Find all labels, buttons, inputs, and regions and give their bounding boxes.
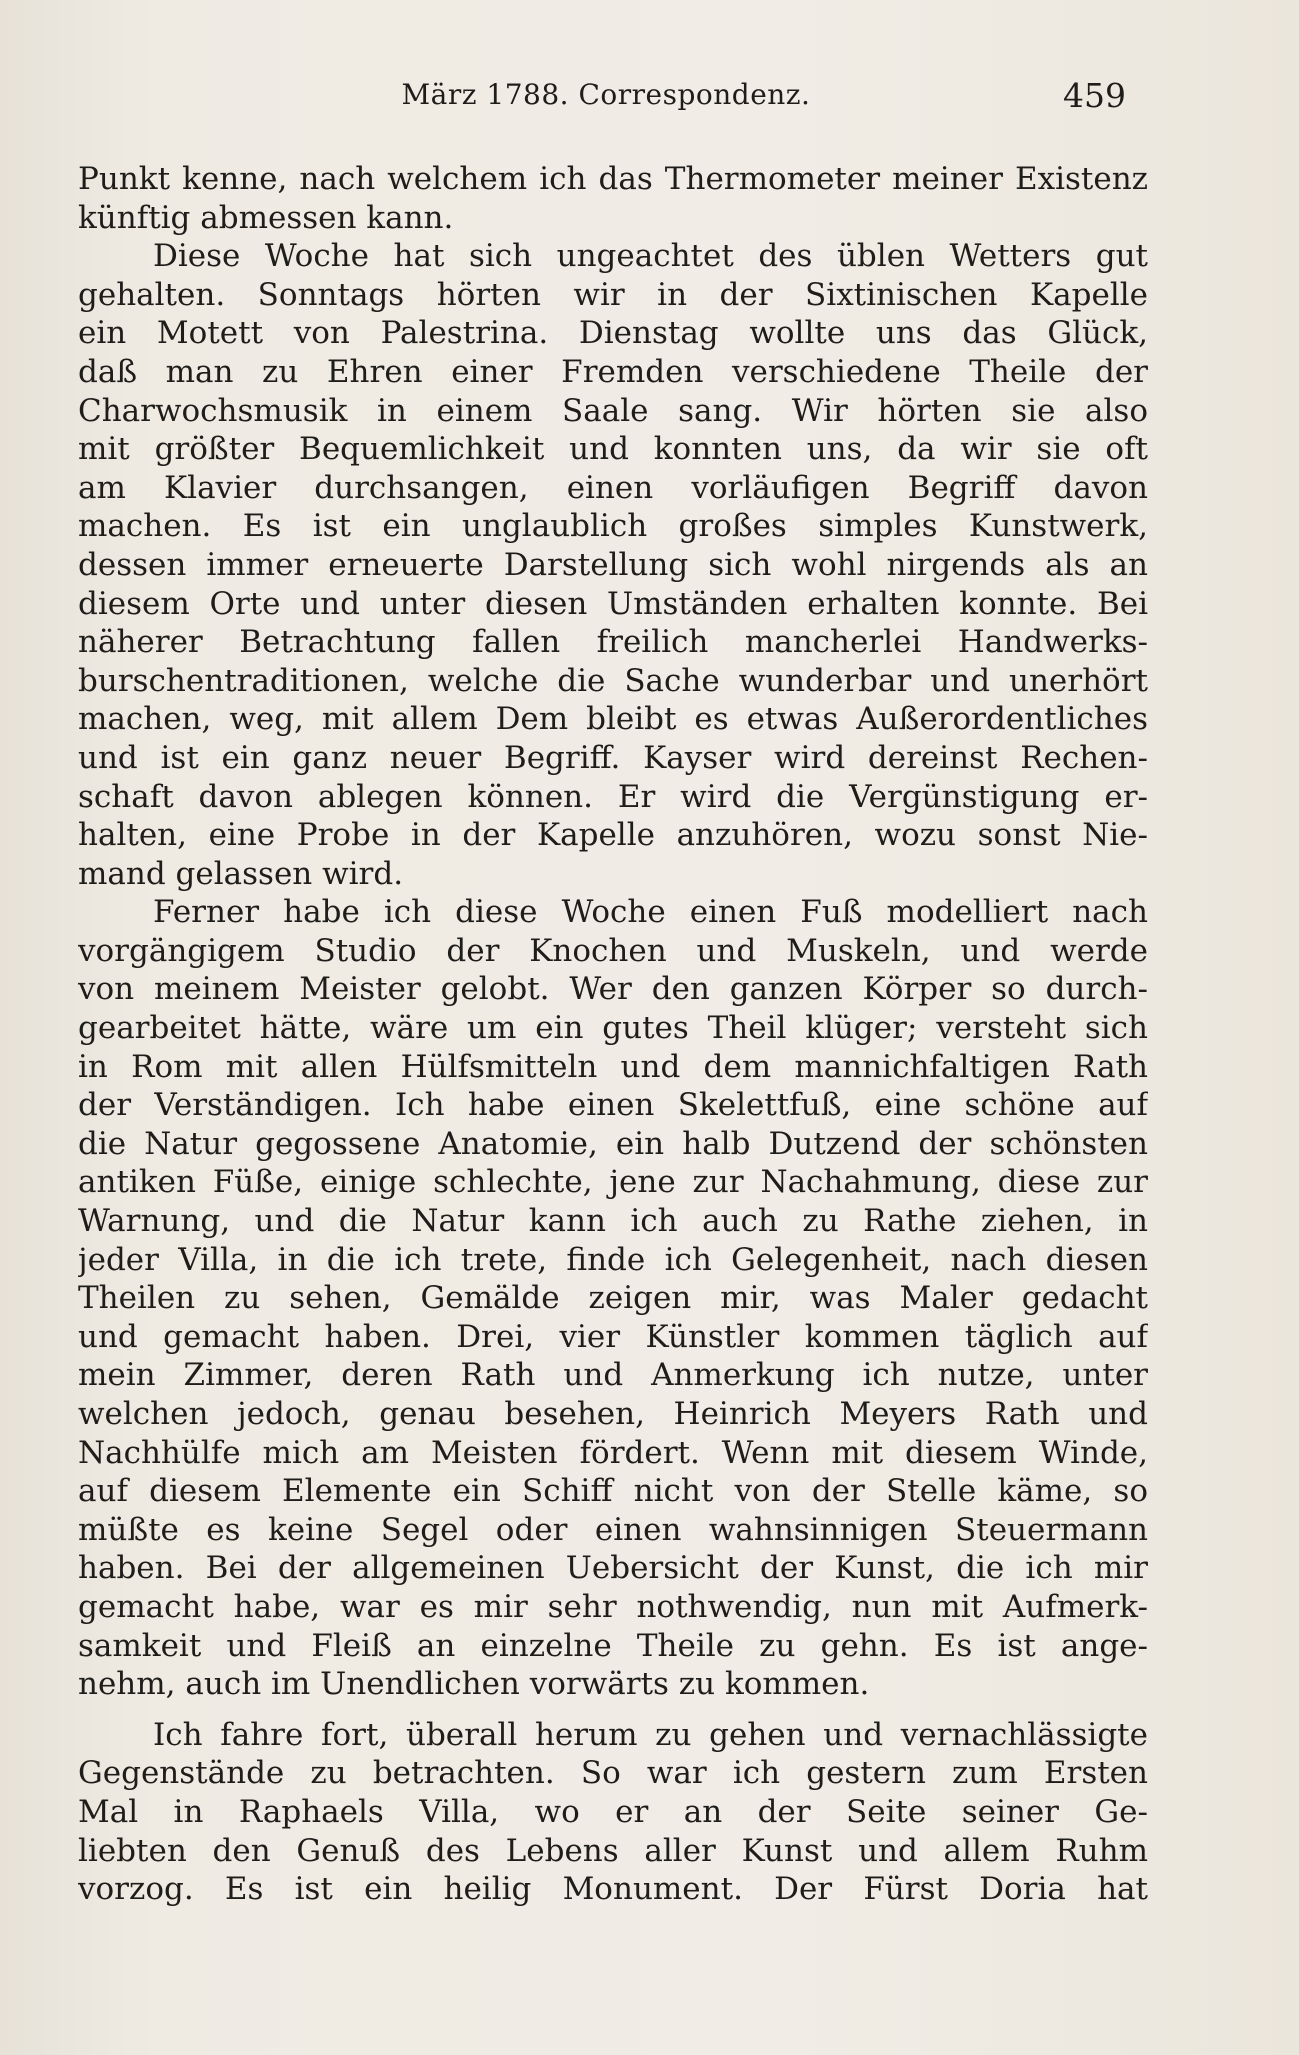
body-text <box>78 160 1148 1909</box>
text-line: am Klavier durchsangen, einen vorläufigen Begriff davon <box>78 469 1148 506</box>
text-line: vorzog. Es ist ein heilig Monument. Der Fürst Doria hat <box>78 1871 1148 1908</box>
text-line: gemacht habe, war es mir sehr nothwendig, nun mit Aufmerk- <box>78 1588 1148 1625</box>
text-line: jeder Villa, in die ich trete, finde ich Gelegenheit, nach diesen <box>78 1241 1148 1278</box>
text-line: Theilen zu sehen, Gemälde zeigen mir, was Maler gedacht <box>78 1280 1148 1317</box>
text-line: und gemacht haben. Drei, vier Künstler kommen täglich auf <box>78 1318 1148 1355</box>
text-line: der Verständigen. Ich habe einen Skelettfuß, eine schöne auf <box>78 1087 1148 1124</box>
paragraph-gap <box>78 1704 1148 1716</box>
text-line: liebten den Genuß des Lebens aller Kunst und allem Ruhm <box>78 1832 1148 1869</box>
text-line: daß man zu Ehren einer Fremden verschiedene Theile der <box>78 353 1148 390</box>
page-header <box>86 78 1126 122</box>
text-line: mand gelassen wird. <box>78 855 404 892</box>
text-line: halten, eine Probe in der Kapelle anzuhören, wozu sonst Nie- <box>78 817 1148 854</box>
page-number: 459 <box>1063 76 1126 115</box>
text-line: Punkt kenne, nach welchem ich das Thermometer meiner Existenz <box>78 161 1148 197</box>
text-line: Ich fahre fort, überall herum zu gehen und vernachlässigte <box>153 1716 1148 1753</box>
text-line: gearbeitet hätte, wäre um ein gutes Theil klüger; versteht sich <box>78 1010 1148 1047</box>
text-line: Gegenstände zu betrachten. So war ich gestern zum Ersten <box>78 1755 1148 1792</box>
text-line: burschentraditionen, welche die Sache wunderbar und unerhört <box>78 662 1148 699</box>
text-line: näherer Betrachtung fallen freilich mancherlei Handwerks- <box>78 624 1148 661</box>
text-line: haben. Bei der allgemeinen Uebersicht der Kunst, die ich mir <box>78 1550 1148 1587</box>
paragraph-2 <box>78 237 1148 893</box>
text-line: auf diesem Elemente ein Schiff nicht von der Stelle käme, so <box>78 1473 1148 1510</box>
text-line: in Rom mit allen Hülfsmitteln und dem mannichfaltigen Rath <box>78 1048 1148 1085</box>
text-line: Diese Woche hat sich ungeachtet des üblen Wetters gut <box>153 238 1148 275</box>
paragraph-1 <box>78 160 1148 237</box>
text-line: Ferner habe ich diese Woche einen Fuß modelliert nach <box>153 894 1148 931</box>
text-line: Charwochsmusik in einem Saale sang. Wir hörten sie also <box>78 392 1148 429</box>
running-head: März 1788. Correspondenz. <box>401 78 811 111</box>
text-line: samkeit und Fleiß an einzelne Theile zu gehn. Es ist ange- <box>78 1627 1148 1664</box>
text-line: dessen immer erneuerte Darstellung sich wohl nirgends als an <box>78 546 1148 583</box>
text-line: Nachhülfe mich am Meisten fördert. Wenn mit diesem Winde, <box>78 1434 1148 1471</box>
text-line: nehm, auch im Unendlichen vorwärts zu kommen. <box>78 1666 870 1703</box>
text-line: gehalten. Sonntags hörten wir in der Sixtinischen Kapelle <box>78 276 1148 313</box>
text-line: die Natur gegossene Anatomie, ein halb Dutzend der schönsten <box>78 1125 1148 1162</box>
text-line: mit größter Bequemlichkeit und konnten uns, da wir sie oft <box>78 431 1148 468</box>
text-line: schaft davon ablegen können. Er wird die Vergünstigung er- <box>78 778 1148 815</box>
text-line: Mal in Raphaels Villa, wo er an der Seite seiner Ge- <box>78 1793 1148 1830</box>
text-line: von meinem Meister gelobt. Wer den ganzen Körper so durch- <box>78 971 1148 1008</box>
text-line: vorgängigem Studio der Knochen und Muskeln, und werde <box>78 932 1148 969</box>
text-line: welchen jedoch, genau besehen, Heinrich Meyers Rath und <box>78 1396 1148 1432</box>
text-line: antiken Füße, einige schlechte, jene zur Nachahmung, diese zur <box>78 1164 1148 1201</box>
paragraph-3 <box>78 893 1148 1703</box>
text-line: und ist ein ganz neuer Begriff. Kayser wird dereinst Rechen- <box>78 739 1148 776</box>
text-line: müßte es keine Segel oder einen wahnsinnigen Steuermann <box>78 1511 1148 1548</box>
text-line: mein Zimmer, deren Rath und Anmerkung ich nutze, unter <box>78 1357 1148 1394</box>
paragraph-4 <box>78 1716 1148 1909</box>
text-line: ein Motett von Palestrina. Dienstag wollte uns das Glück, <box>78 315 1148 352</box>
text-line: Warnung, und die Natur kann ich auch zu Rathe ziehen, in <box>78 1203 1148 1240</box>
text-line: diesem Orte und unter diesen Umständen erhalten konnte. Bei <box>78 585 1148 622</box>
text-line: machen. Es ist ein unglaublich großes simples Kunstwerk, <box>78 508 1148 545</box>
text-line: machen, weg, mit allem Dem bleibt es etwas Außerordentliches <box>78 701 1148 738</box>
text-line: künftig abmessen kann. <box>78 199 454 236</box>
